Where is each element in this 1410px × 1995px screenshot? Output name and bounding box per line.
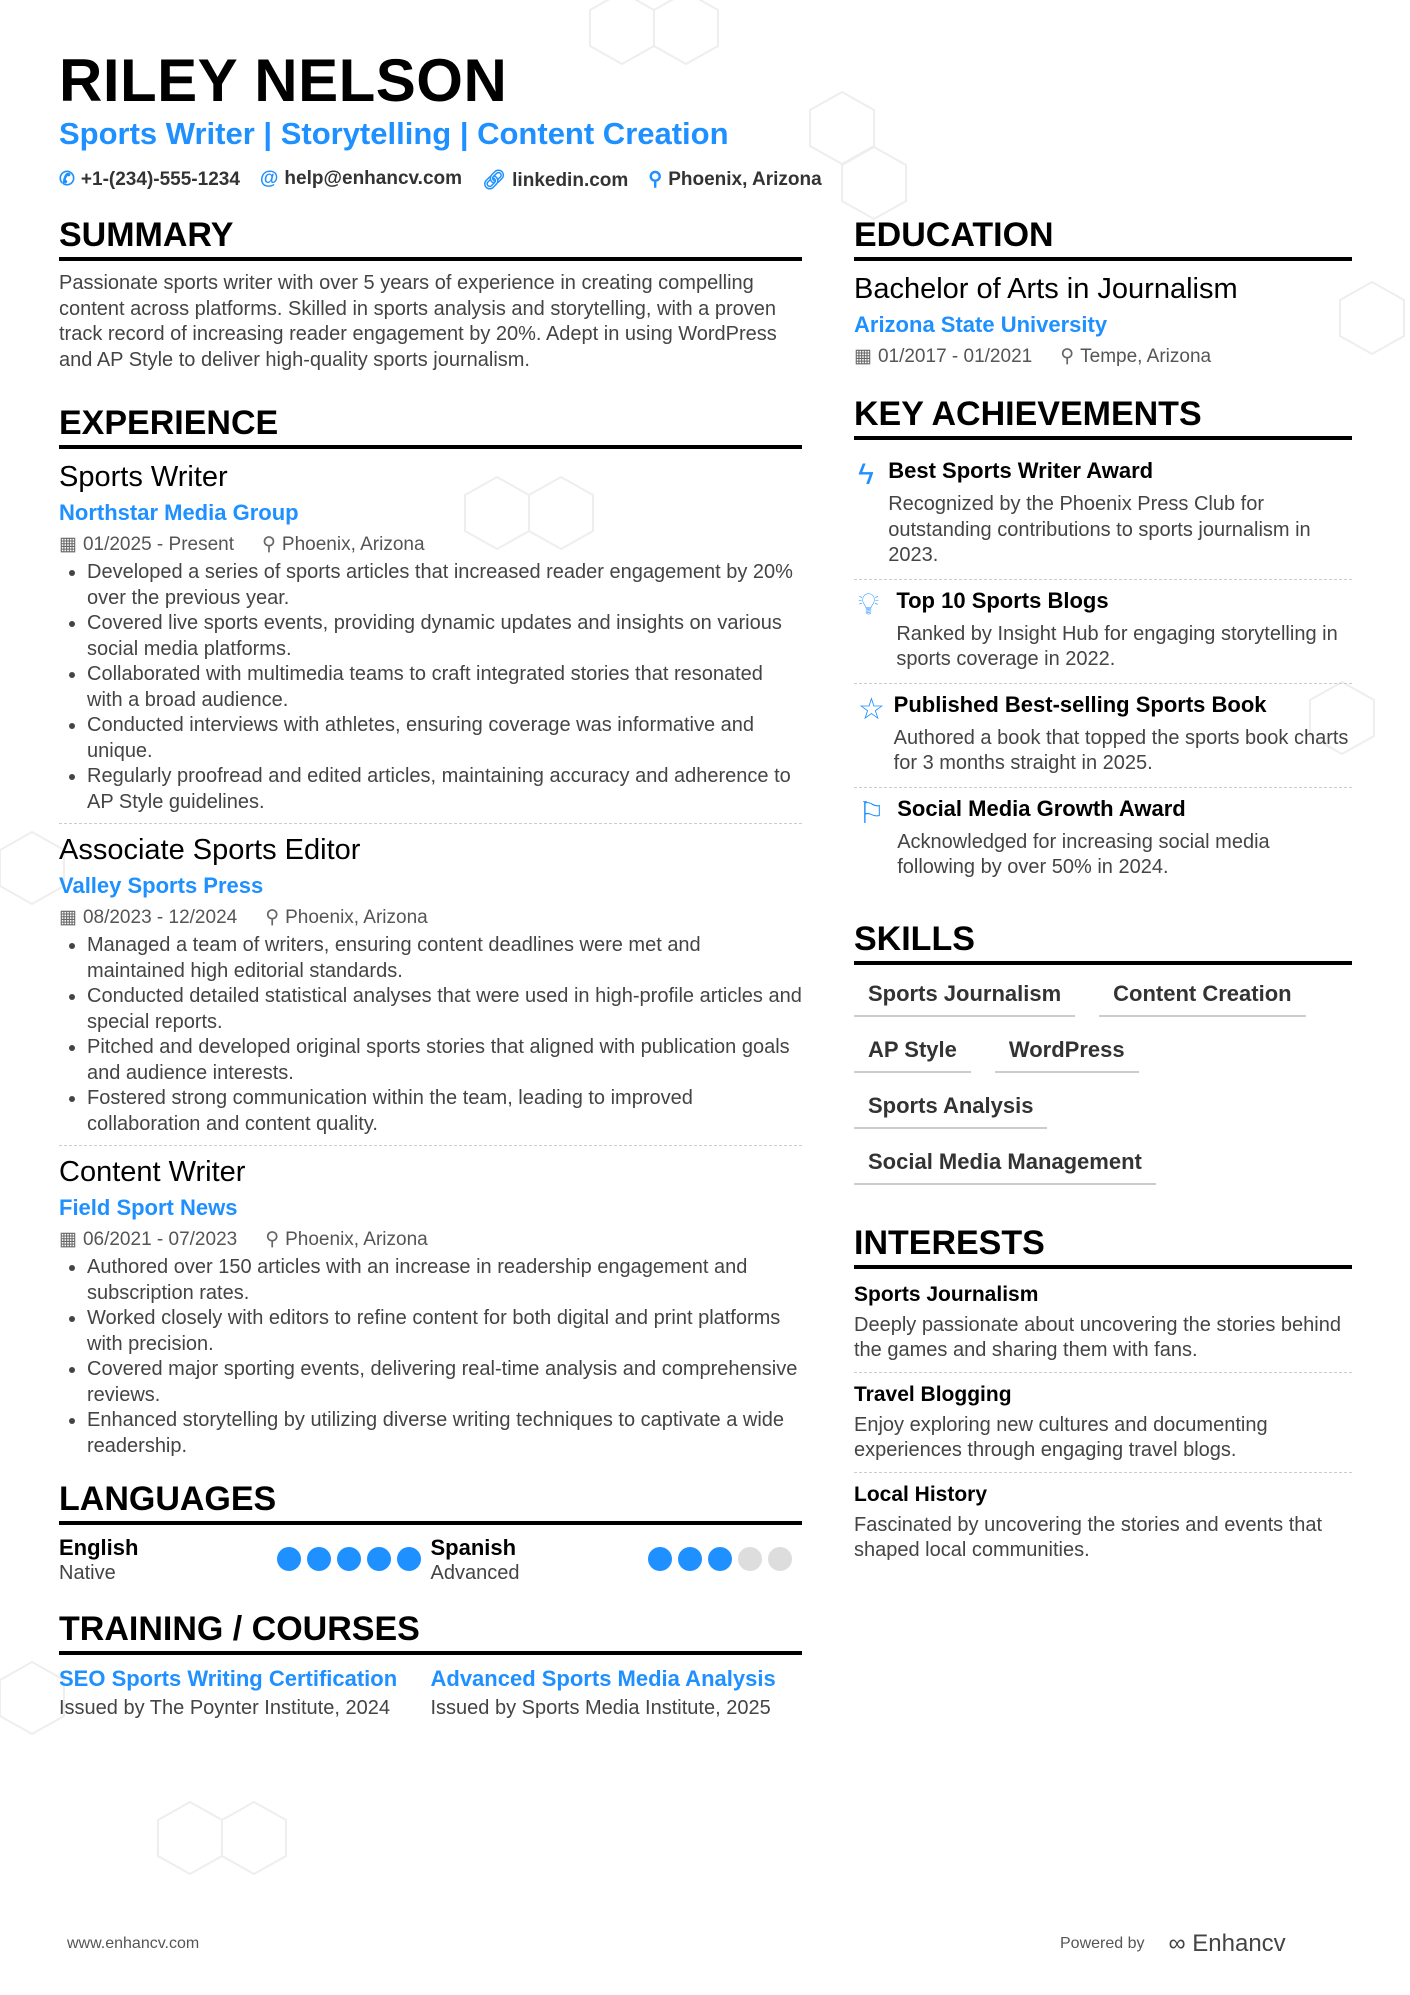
location-pin-icon: ⚲ [648,169,663,190]
company-name: Field Sport News [59,1195,238,1220]
proficiency-dot [307,1547,331,1571]
link-icon: 🔗︎ [482,170,507,191]
company-name: Valley Sports Press [59,873,264,898]
bullet: • Authored over 150 articles with an increase in readership engagement and subscription rates. [87,1255,802,1306]
calendar-icon: ▦ [59,907,77,928]
job-title: Associate Sports Editor [59,834,361,866]
phone-icon: ✆ [59,169,75,190]
bullet: • Covered major sporting events, delivering real-time analysis and comprehensive reviews. [87,1357,802,1408]
location-pin-icon: ⚲ [1060,346,1075,367]
experience-heading: EXPERIENCE [59,403,802,449]
job-title: Sports Writer [59,461,228,493]
interest-title: Local History [854,1482,988,1506]
footer-brand: Powered by ∞ Enhancv [1060,1930,1286,1957]
job-title: Content Writer [59,1156,246,1188]
skill-tag: AP Style [854,1037,971,1073]
location: ⚲ Phoenix, Arizona [648,169,822,190]
bullet: • Covered live sports events, providing dynamic updates and insights on various social media platforms. [87,611,802,662]
contact-row [59,168,822,192]
bullet: • Regularly proofread and edited articles, maintaining accuracy and adherence to AP Style guidelines. [87,764,802,815]
achievement-item [854,684,1352,788]
achievement-title: Top 10 Sports Blogs [896,587,1109,613]
bullet: • Collaborated with multimedia teams to craft integrated stories that resonated with a broad audience. [87,662,802,713]
language-name: English [59,1535,139,1560]
job-bullets [59,560,802,815]
language-level: Advanced [430,1562,520,1584]
job-meta: ▦ 06/2021 - 07/2023 ⚲ Phoenix, Arizona [59,1229,428,1250]
course-issuer: Issued by Sports Media Institute, 2025 [430,1696,771,1719]
proficiency-dot [277,1547,301,1571]
course-name: Advanced Sports Media Analysis [430,1665,776,1691]
phone: ✆ +1-(234)-555-1234 [59,169,240,190]
achievements-heading: KEY ACHIEVEMENTS [854,394,1352,440]
proficiency-dot [397,1547,421,1571]
bullet: • Conducted detailed statistical analyses that were used in high-profile articles and special reports. [87,984,802,1035]
interests-heading: INTERESTS [854,1223,1352,1269]
language-name: Spanish [430,1535,517,1560]
enhancv-logo: ∞ Enhancv [1168,1930,1286,1957]
bullet: • Managed a team of writers, ensuring content deadlines were met and maintained high editorial standards. [87,933,802,984]
interest-item [854,1279,1352,1373]
proficiency-dots [277,1547,421,1571]
course-item [431,1665,803,1722]
at-icon: @ [259,168,279,189]
proficiency-dots [648,1547,792,1571]
bullet: • Worked closely with editors to refine content for both digital and print platforms with precision. [87,1306,802,1357]
achievement-item [854,580,1352,684]
headline: Sports Writer | Storytelling | Content Creation [59,116,729,151]
proficiency-dot [648,1547,672,1571]
education-meta: ▦ 01/2017 - 01/2021 ⚲ Tempe, Arizona [854,346,1212,367]
job-bullets [59,1255,802,1459]
email[interactable]: @ help@enhancv.com [259,168,463,189]
skills-heading: SKILLS [854,919,1352,965]
achievement-desc: Authored a book that topped the sports book charts for 3 months straight in 2025. [893,726,1349,774]
interest-desc: Enjoy exploring new cultures and documenting experiences through engaging travel blogs. [854,1413,1268,1461]
star-icon: ☆ [858,692,885,726]
proficiency-dot [768,1547,792,1571]
interest-desc: Deeply passionate about uncovering the stories behind the games and sharing them with fans. [854,1313,1341,1361]
interest-desc: Fascinated by uncovering the stories and events that shaped local communities. [854,1513,1323,1561]
company-name: Northstar Media Group [59,500,299,525]
location-pin-icon: ⚲ [265,907,280,928]
proficiency-dot [337,1547,361,1571]
lightbulb-icon: 💡︎ [858,587,879,621]
job-entry [59,459,802,824]
interest-title: Sports Journalism [854,1282,1039,1306]
bullet: • Fostered strong communication within the team, leading to improved collaboration and content quality. [87,1086,802,1137]
right-column [854,215,1352,1578]
job-meta: ▦ 08/2023 - 12/2024 ⚲ Phoenix, Arizona [59,907,428,928]
languages-list [59,1535,802,1587]
proficiency-dot [708,1547,732,1571]
training-heading: TRAINING / COURSES [59,1609,802,1655]
achievements-list [854,450,1352,891]
experience-list [59,459,802,1467]
education-heading: EDUCATION [854,215,1352,261]
course-name: SEO Sports Writing Certification [59,1665,398,1691]
achievement-title: Published Best-selling Sports Book [893,691,1267,717]
bullet: • Enhanced storytelling by utilizing diverse writing techniques to captivate a wide readership. [87,1408,802,1459]
interest-item [854,1479,1352,1572]
job-entry [59,1154,802,1467]
bullet: • Conducted interviews with athletes, ensuring coverage was informative and unique. [87,713,802,764]
linkedin[interactable]: 🔗︎ linkedin.com [482,170,629,191]
degree: Bachelor of Arts in Journalism [854,273,1238,305]
skill-tag: Content Creation [1099,981,1305,1017]
job-bullets [59,933,802,1137]
calendar-icon: ▦ [854,346,872,367]
achievement-item [854,450,1352,580]
summary-text: Passionate sports writer with over 5 years of experience in creating compelling content across platforms. Skilled in sports analysis and storytelling, with a proven track record of increasing reader engagement by 20%. Adept in using WordPress and AP Style to deliver high-quality sports journalism. [59,272,777,371]
language-item [59,1535,431,1587]
footer-website[interactable]: www.enhancv.com [67,1935,200,1952]
school: Arizona State University [854,312,1108,337]
location-pin-icon: ⚲ [265,1229,280,1250]
achievement-title: Social Media Growth Award [897,795,1186,821]
language-item [431,1535,803,1587]
flag-icon: ⚐ [858,796,885,830]
left-column [59,215,802,1721]
achievement-desc: Ranked by Insight Hub for engaging storytelling in sports coverage in 2022. [896,622,1338,670]
location-pin-icon: ⚲ [262,534,276,555]
skill-tag: Sports Journalism [854,981,1075,1017]
job-meta: ▦ 01/2025 - Present ⚲ Phoenix, Arizona [59,534,425,555]
skill-tag: WordPress [995,1037,1139,1073]
course-issuer: Issued by The Poynter Institute, 2024 [59,1696,390,1719]
proficiency-dot [738,1547,762,1571]
interest-item [854,1379,1352,1473]
summary-heading: SUMMARY [59,215,802,261]
job-entry [59,832,802,1146]
bolt-icon: ϟ [858,458,874,491]
skills-list [854,981,1352,1185]
course-item [59,1665,431,1722]
proficiency-dot [678,1547,702,1571]
skill-tag: Sports Analysis [854,1093,1047,1129]
bullet: • Pitched and developed original sports stories that aligned with publication goals and audience interests. [87,1035,802,1086]
proficiency-dot [367,1547,391,1571]
achievement-desc: Recognized by the Phoenix Press Club for outstanding contributions to sports journalism in 2023. [888,493,1311,566]
skill-tag: Social Media Management [854,1149,1156,1185]
achievement-item [854,788,1352,891]
training-list [59,1665,802,1722]
language-level: Native [59,1562,116,1584]
interest-title: Travel Blogging [854,1382,1012,1406]
candidate-name: RILEY NELSON [59,47,508,114]
achievement-desc: Acknowledged for increasing social media following by over 50% in 2024. [897,830,1270,878]
languages-heading: LANGUAGES [59,1479,802,1525]
bullet: • Developed a series of sports articles that increased reader engagement by 20% over the previous year. [87,560,802,611]
calendar-icon: ▦ [59,1229,77,1250]
interests-list [854,1279,1352,1572]
calendar-icon: ▦ [59,534,77,555]
achievement-title: Best Sports Writer Award [888,458,1154,483]
